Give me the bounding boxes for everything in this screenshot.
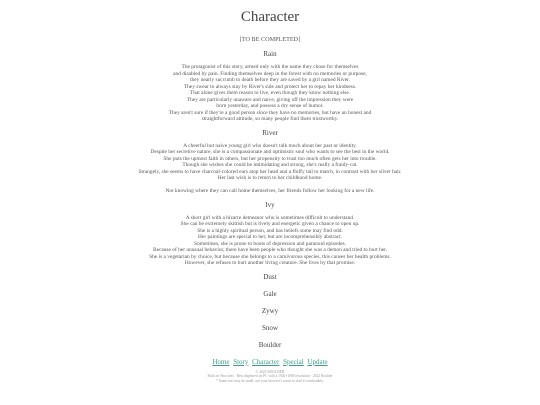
description-line: born yesterday, and possess a dry sense of humor. <box>216 103 324 109</box>
description-line: She can be extremely skittish but is lively and energetic given a chance to open up. <box>180 221 360 227</box>
nav-link-story[interactable]: Story <box>233 357 249 366</box>
minor-character-name: Snow <box>262 323 278 332</box>
nav-link-special[interactable]: Special <box>283 357 304 366</box>
nav-link-update[interactable]: Update <box>307 357 328 366</box>
description-line: Because of her unusual behavior, there have been people who thought she was a demon and tried to hurt her. <box>152 247 388 253</box>
description-line: That alone gives them reason to live, even though they know nothing else. <box>189 90 351 96</box>
description-line: They swear to always stay by River's side and protect her to repay her kindness. <box>183 83 357 90</box>
minor-character-list <box>0 273 540 350</box>
character-description <box>0 64 540 123</box>
description-line: straightforward attitude, so many people find them trustworthy. <box>201 116 339 122</box>
description-line: A cheerful but naive young girl who doesn't talk much about her past or identity. <box>183 142 357 149</box>
description-line: Her paintings are special to her, but are incomprehensibly abstract. <box>198 234 342 240</box>
description-line: and disabled by pain. Finding themselves deep in the forest with no memories or purpose, <box>173 70 367 77</box>
character-name: Ivy <box>265 200 275 209</box>
character-name: River <box>262 128 278 137</box>
description-line: The protagonist of this story, armed only with the name they chose for themselves <box>181 64 359 70</box>
character-description <box>0 143 540 195</box>
character-description <box>0 215 540 267</box>
minor-character-name: Zywy <box>261 306 279 315</box>
description-line: Not knowing where they can call home themselves, her friends follow her looking for a new life. <box>165 188 375 194</box>
description-line: She puts the upmost faith in others, but her propensity to trust too much often gets her into trouble. <box>163 155 377 162</box>
page-title: Character <box>240 9 300 25</box>
description-line: They aren't sure if they're a good person since they have no memories, but have an honest and <box>168 109 372 116</box>
description-line: She is a highly spiritual person, and has beliefs some may find odd. <box>197 227 343 234</box>
minor-character-name: Boulder <box>258 340 282 349</box>
description-line: Strangely, she seems to have charcoal-colored ears atop her head and a fluffy tail to match, in contrast with her silver hair. <box>138 168 402 175</box>
character-sections <box>0 50 540 267</box>
minor-character-name: Dust <box>263 272 277 281</box>
description-line: they nearly succumb to death before they are saved by a girl named River. <box>190 77 350 83</box>
footer-line: * Some text may be small; use your browser's zoom to read it comfortably. <box>216 378 324 383</box>
site-nav <box>0 358 540 367</box>
description-line: Despite her secretive nature, she is a compassionate and optimistic soul who wants to see the best in the world. <box>150 149 390 155</box>
description-line: Sometimes, she is prone to bouts of depression and paranoid episodes. <box>194 240 346 247</box>
nav-link-home[interactable]: Home <box>212 357 230 366</box>
description-line: Though she wishes she could be intimidating and strong, she's really a fraidy-cat. <box>182 162 358 168</box>
description-line: Her last wish is to return to her childhood home. <box>217 175 323 181</box>
description-line: A short girl with a bizarre demeanor who is sometimes difficult to understand. <box>185 214 355 221</box>
nav-link-character[interactable]: Character <box>252 357 280 366</box>
description-line: She is a vegetarian by choice, but because she belongs to a carnivorous species, this causes her health problems. <box>149 253 391 260</box>
completion-note: [TO BE COMPLETED] <box>239 36 301 43</box>
character-name: Rain <box>263 50 277 58</box>
footer-line: Built on Neocities · Best displayed on PC with a 1920×1080 resolution · 2022 Boulder <box>207 374 333 379</box>
description-line: They are particularly unaware and naive, giving off the impression they were <box>186 96 354 103</box>
footer-line: © 2022 BOULDER <box>255 369 285 374</box>
minor-character-name: Gale <box>263 289 277 298</box>
description-line: However, she refuses to hurt another living creature. She lives by that promise. <box>184 260 356 266</box>
footer <box>0 370 540 384</box>
